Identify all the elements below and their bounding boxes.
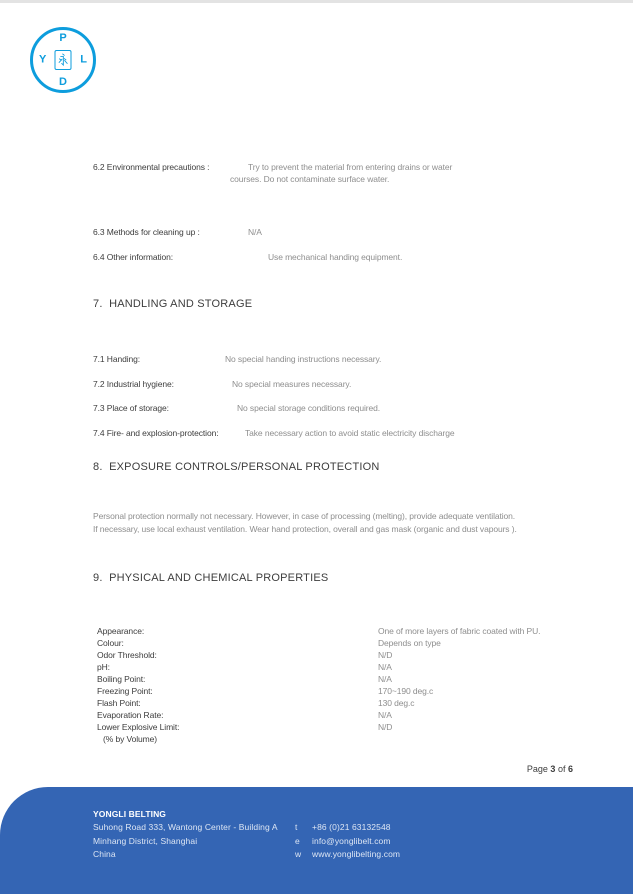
yong-character-icon bbox=[55, 50, 72, 70]
footer-phone-value: +86 (0)21 63132548 bbox=[312, 822, 391, 832]
property-label: Boiling Point: bbox=[97, 674, 146, 684]
footer-address-line2: Minhang District, Shanghai bbox=[93, 835, 198, 846]
page-indicator-separator: of bbox=[557, 764, 566, 774]
page-indicator-prefix: Page bbox=[526, 764, 548, 774]
section-7-heading: 7. HANDLING AND STORAGE bbox=[93, 298, 253, 310]
page-indicator-current: 3 bbox=[550, 764, 556, 774]
property-note: (% by Volume) bbox=[103, 734, 157, 744]
property-value: N/A bbox=[378, 710, 392, 720]
property-label: Evaporation Rate: bbox=[97, 710, 164, 720]
property-value: N/D bbox=[378, 650, 393, 660]
footer-website-key: w bbox=[295, 849, 302, 859]
window-top-edge bbox=[0, 0, 633, 3]
footer-band bbox=[0, 787, 633, 894]
property-value: Depends on type bbox=[378, 638, 441, 648]
section-9-heading: 9. PHYSICAL AND CHEMICAL PROPERTIES bbox=[93, 572, 329, 584]
property-value: 130 deg.c bbox=[378, 698, 415, 708]
property-value: N/A bbox=[378, 662, 392, 672]
field-value: No special storage conditions required. bbox=[237, 403, 381, 413]
page-indicator-total: 6 bbox=[567, 764, 573, 774]
footer-address-line3: China bbox=[93, 849, 116, 859]
logo-letter-d: D bbox=[59, 76, 67, 88]
field-label: 6.4 Other information: bbox=[93, 252, 174, 262]
property-label: Colour: bbox=[97, 638, 124, 648]
footer-company-name: YONGLI BELTING bbox=[93, 809, 167, 819]
property-value: N/D bbox=[378, 722, 393, 732]
footer-website-value: www.yonglibelting.com bbox=[312, 849, 401, 859]
section-8-heading: 8. EXPOSURE CONTROLS/PERSONAL PROTECTION bbox=[93, 461, 380, 473]
logo-letter-y: Y bbox=[39, 53, 47, 66]
field-value: Take necessary action to avoid static electricity discharge bbox=[245, 428, 455, 438]
logo-letter-l: L bbox=[80, 53, 87, 66]
property-label: Lower Explosive Limit: bbox=[97, 722, 180, 732]
field-value: No special measures necessary. bbox=[232, 379, 352, 389]
field-label: 7.4 Fire- and explosion-protection: bbox=[93, 428, 219, 438]
field-label: 7.2 Industrial hygiene: bbox=[93, 379, 174, 389]
property-label: Freezing Point: bbox=[97, 686, 153, 696]
footer-email-value: info@yonglibelt.com bbox=[312, 835, 391, 846]
field-label: 6.3 Methods for cleaning up : bbox=[93, 227, 200, 237]
field-value: Use mechanical handing equipment. bbox=[268, 252, 403, 262]
property-label: Odor Threshold: bbox=[97, 650, 157, 660]
page-indicator bbox=[430, 763, 573, 775]
property-value: N/A bbox=[378, 674, 392, 684]
field-label: 6.2 Environmental precautions : bbox=[93, 162, 210, 172]
field-value-line2: courses. Do not contaminate surface water. bbox=[230, 174, 390, 184]
property-label: Flash Point: bbox=[97, 698, 141, 708]
property-value: 170~190 deg.c bbox=[378, 686, 434, 696]
logo-letter-p: P bbox=[59, 32, 67, 44]
field-label: 7.1 Handing: bbox=[93, 354, 141, 364]
field-label: 7.3 Place of storage: bbox=[93, 403, 169, 413]
field-value: N/A bbox=[248, 227, 262, 237]
property-label: Appearance: bbox=[97, 626, 145, 636]
field-value: Try to prevent the material from entering drains or water bbox=[248, 162, 453, 172]
property-value: One of more layers of fabric coated with PU. bbox=[378, 626, 541, 636]
section-8-paragraph-line1: Personal protection normally not necessary. However, in case of processing (melting), provide adequate ventilation. bbox=[93, 511, 516, 521]
footer-address-line1: Suhong Road 333, Wantong Center - Building A bbox=[93, 822, 278, 832]
yongli-logo bbox=[30, 27, 96, 93]
field-value: No special handing instructions necessary. bbox=[225, 354, 382, 364]
footer-phone-key: t bbox=[295, 822, 298, 832]
footer-email-key: e bbox=[295, 835, 300, 846]
section-8-paragraph-line2: If necessary, use local exhaust ventilation. Wear hand protection, overall and gas mask (organic and dust vapours ). bbox=[93, 524, 517, 534]
property-label: pH: bbox=[97, 662, 110, 672]
